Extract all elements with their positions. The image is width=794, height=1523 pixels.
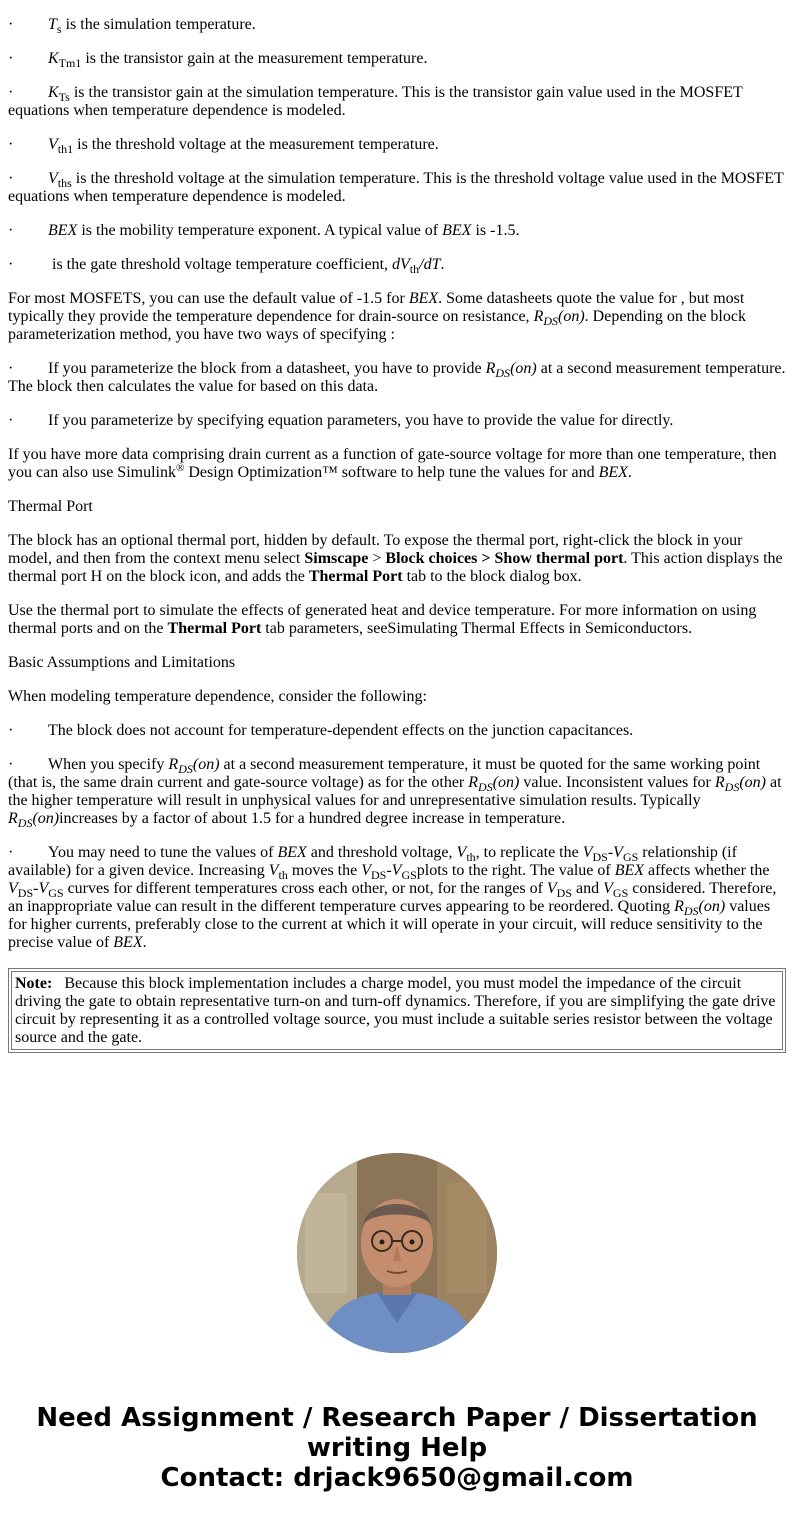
bullet-vths: · $V_{ths}$ is the threshold voltage at the simulation temperature. This is the threshold voltage value used in the MOSFET equations when temperature dependence is modeled. bbox=[8, 170, 784, 205]
bullet-kts: · $K_{Ts}$ is the transistor gain at the simulation temperature. This is the transistor gain value used in the MOSFET equations when temperature dependence is modeled. bbox=[8, 84, 743, 119]
bullet-junction-capacitance: · The block does not account for temperature-dependent effects on the junction capacitances. bbox=[8, 722, 634, 739]
bullet-equation-param: · If you parameterize by specifying equation parameters, you have to provide the value for directly. bbox=[8, 412, 674, 429]
paragraph-default-bex: For most MOSFETS, you can use the default value of -1.5 for BEX. Some datasheets quote the value for , but most typically they provide the temperature dependence for drain-source on resistance, $R_{DS}(on)$. Depending on the block parameterization method, you have two ways of specifying : bbox=[8, 290, 746, 343]
heading-assumptions: Basic Assumptions and Limitations bbox=[8, 654, 236, 671]
paragraph-thermal-use: Use the thermal port to simulate the effects of generated heat and device temperature. For more information on using thermal ports and on the Thermal Port tab parameters, seeSimulating Thermal Effects in Semiconductors. bbox=[8, 602, 757, 637]
author-photo bbox=[297, 1153, 497, 1353]
footer-line-2: writing Help bbox=[306, 1433, 488, 1463]
bullet-threshold-coefficient: · is the gate threshold voltage temperature coefficient, $dV_{th}/dT$. bbox=[8, 256, 445, 276]
bullet-ktm1: · $K_{Tm1}$ is the transistor gain at the measurement temperature. bbox=[8, 50, 428, 70]
bullet-ts: · $T_s$ is the simulation temperature. bbox=[8, 16, 256, 36]
bullet-datasheet-param: · If you parameterize the block from a datasheet, you have to provide $R_{DS}(on)$ at a second measurement temperature. The block then calculates the value for based on this data. bbox=[8, 360, 786, 395]
footer-line-1: Need Assignment / Research Paper / Dissertation bbox=[36, 1403, 758, 1433]
author-photo-illustration bbox=[297, 1153, 497, 1353]
bullet-bex: · BEX is the mobility temperature exponent. A typical value of BEX is -1.5. bbox=[8, 222, 520, 239]
paragraph-design-optimization: If you have more data comprising drain current as a function of gate-source voltage for more than one temperature, then you can also use Simulink® Design Optimization™ software to help tune the values for and BEX. bbox=[8, 446, 777, 481]
bullet-vth1: · $V_{th1}$ is the threshold voltage at the measurement temperature. bbox=[8, 136, 439, 156]
paragraph-assumptions-intro: When modeling temperature dependence, consider the following: bbox=[8, 688, 427, 705]
note-label: Note: bbox=[15, 975, 53, 992]
document-body bbox=[8, 16, 786, 1053]
heading-thermal-port: Thermal Port bbox=[8, 498, 93, 515]
note-box bbox=[8, 968, 786, 1053]
footer-contact-email: Contact: drjack9650@gmail.com bbox=[160, 1463, 634, 1493]
bullet-tune-bex: · You may need to tune the values of BEX and threshold voltage, $V_{th}$, to replicate the $V_{DS}-V_{GS}$ relationship (if available) for a given device. Increasing $V_{th}$ moves the $V_{DS}-V_{GS}plots$ to the right. The value of BEX affects whether the $V_{DS}-V_{GS}$ curves for different temperatures cross each other, or not, for the ranges of $V_{DS}$ and $V_{GS}$ considered. Therefore, an inappropriate value can result in the different temperature curves appearing to be reordered. Quoting $R_{DS}(on)$ values for higher currents, preferably close to the current at which it will operate in your circuit, will reduce sensitivity to the precise value of BEX. bbox=[8, 844, 777, 951]
bullet-rds-second-temp: · When you specify $R_{DS}(on)$ at a second measurement temperature, it must be quoted for the same working point (that is, the same drain current and gate-source voltage) as for the other $R_{DS}(on)$ value. Inconsistent values for $R_{DS}(on)$ at the higher temperature will result in unphysical values for and unrepresentative simulation results. Typically $R_{DS}(on)increases$ by a factor of about 1.5 for a hundred degree increase in temperature. bbox=[8, 756, 782, 830]
note-text: Because this block implementation includes a charge model, you must model the impedance of the circuit driving the gate to obtain representative turn-on and turn-off dynamics. Therefore, if you are simplifying the gate drive circuit by representing it as a controlled voltage source, you must include a suitable series resistor between the voltage source and the gate. bbox=[15, 975, 776, 1046]
paragraph-thermal-expose: The block has an optional thermal port, hidden by default. To expose the thermal port, right-click the block in your model, and then from the context menu select Simscape > Block choices > Show thermal port. This action displays the thermal port H on the block icon, and adds the Thermal Port tab to the block dialog box. bbox=[8, 532, 783, 585]
footer-contact bbox=[0, 1403, 794, 1493]
